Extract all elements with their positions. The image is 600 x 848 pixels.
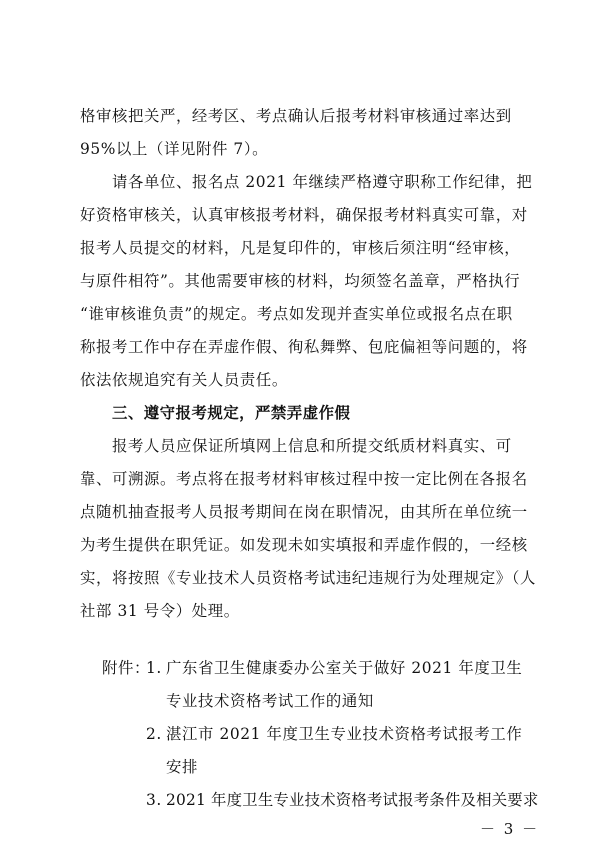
paragraph-line: 请各单位、报名点 2021 年继续严格遵守职称工作纪律，把	[112, 173, 533, 191]
attachment-number: 2.	[146, 725, 162, 743]
paragraph-line: 95%以上（详见附件 7）。	[80, 140, 269, 158]
attachment-title: 湛江市 2021 年度卫生专业技术资格考试报考工作	[166, 725, 523, 743]
paragraph-line: 依法依规追究有关人员责任。	[80, 371, 288, 389]
attachment-number: 1.	[146, 659, 162, 677]
attachment-title: 广东省卫生健康委办公室关于做好 2021 年度卫生	[166, 659, 523, 677]
paragraph-line: 社部 31 号令）处理。	[80, 602, 240, 620]
paragraph-line: 为考生提供在职凭证。如发现未如实填报和弄虚作假的，一经核	[80, 536, 528, 554]
paragraph-line: 点随机抽查报考人员报考期间在岗在职情况，由其所在单位统一	[80, 503, 528, 521]
attachment-number: 3.	[146, 791, 162, 809]
attachments-label: 附件：	[102, 659, 150, 677]
paragraph-line: 报考人员应保证所填网上信息和所提交纸质材料真实、可	[112, 437, 512, 455]
paragraph-line: 好资格审核关，认真审核报考材料，确保报考材料真实可靠，对	[80, 206, 528, 224]
attachment-title-continued: 安排	[166, 758, 198, 776]
page-number: － 3 －	[480, 820, 540, 838]
paragraph-line: 称报考工作中存在弄虚作假、徇私舞弊、包庇偏袒等问题的，将	[80, 338, 528, 356]
attachment-title: 2021 年度卫生专业技术资格考试报考条件及相关要求	[166, 791, 539, 809]
paragraph-line: 实，将按照《专业技术人员资格考试违纪违规行为处理规定》（人	[80, 569, 537, 587]
paragraph-line: 报考人员提交的材料，凡是复印件的，审核后须注明“经审核，	[80, 239, 521, 257]
paragraph-line: 与原件相符”。其他需要审核的材料，均须签名盖章，严格执行	[80, 272, 521, 290]
section-heading: 三、遵守报考规定，严禁弄虚作假	[112, 404, 351, 422]
paragraph-line: “谁审核谁负责”的规定。考点如发现并查实单位或报名点在职	[80, 305, 513, 323]
paragraph-line: 靠、可溯源。考点将在报考材料审核过程中按一定比例在各报名	[80, 470, 528, 488]
attachment-title-continued: 专业技术资格考试工作的通知	[166, 692, 374, 710]
paragraph-line: 格审核把关严，经考区、考点确认后报考材料审核通过率达到	[80, 107, 512, 125]
